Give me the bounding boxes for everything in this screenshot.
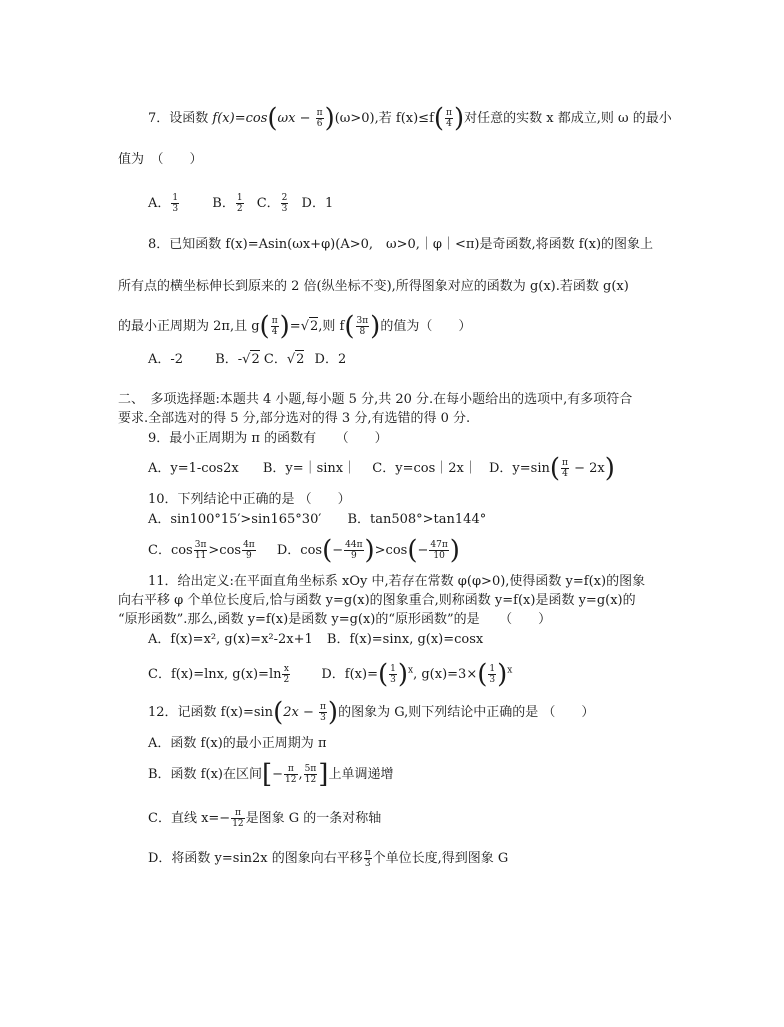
q9-option-d: D．y=sin( $\frac{\pi}{4}$ − 2x)	[489, 453, 615, 484]
q9-option-c: C．y=cos｜2x｜	[372, 461, 477, 476]
q11-options-row2	[148, 659, 513, 690]
q11-line2: 向右平移 φ 个单位长度后,恰与函数 y=g(x)的图象重合,则称函数 y=f(x)是函数 y=g(x)的	[118, 593, 636, 608]
section2-heading-line2: 要求.全部选对的得 5 分,部分选对的得 3 分,有选错的得 0 分.	[118, 411, 471, 426]
q7-condition: (ω>0),若 f(x)≤f	[334, 111, 434, 126]
q11-line3: “原形函数”.那么,函数 y=f(x)是函数 y=g(x)的“原形函数”的是 （ ）	[118, 612, 552, 627]
q11-option-c: C．f(x)=lnx, g(x)=ln $\frac{x}{2}$	[148, 664, 290, 686]
q7-option-d: D．1	[301, 196, 334, 211]
q8-sqrt2: 2	[309, 319, 319, 334]
q7-stem: 7．设函数 f(x)=cos(ωx − $\frac{\pi}{6}$ )(ω>0),若 f(x)≤f( $\frac{\pi}{4}$ )对任意的实数 x 都成立,则 ω 的最小	[148, 103, 672, 134]
q9-options	[148, 453, 615, 484]
q8-option-a: A．-2	[148, 352, 184, 367]
q7-option-c: C． $\frac{2}{3}$	[256, 193, 288, 214]
q7-option-b: B． $\frac{1}{2}$	[212, 193, 243, 214]
q10-option-c: C．cos $\frac{3\pi}{11}$ >cos $\frac{4\pi}{9}$	[148, 540, 255, 561]
q7-function: f(x)=cos	[212, 111, 268, 126]
q7-option-a: A． $\frac{1}{3}$	[148, 193, 179, 214]
q12-option-c: C．直线 x=− $\frac{\pi}{12}$ 是图象 G 的一条对称轴	[148, 808, 382, 829]
q11-option-b: B．f(x)=sinx, g(x)=cosx	[326, 632, 484, 647]
q11-option-d: D．f(x)=( $\frac{1}{3}$ )$^x$, g(x)=3×( $\frac{1}{3}$ )$^x$	[321, 659, 513, 690]
q8-options	[148, 350, 346, 369]
q12-option-d: D．将函数 y=sin2x 的图象向右平移 $\frac{\pi}{3}$ 个单位长度,得到图象 G	[148, 848, 509, 869]
q9-stem: 9．最小正周期为 π 的函数有 （ ）	[148, 431, 388, 446]
q8-option-d: D．2	[314, 352, 347, 367]
q10-option-a: A．sin100°15′>sin165°30′	[148, 512, 322, 527]
q10-option-d: D．cos(− $\frac{44\pi}{9}$ )>cos(− $\frac{47\pi}{10}$ )	[276, 535, 460, 566]
q8-line1: 8．已知函数 f(x)=Asin(ωx+φ)(A>0, ω>0,｜φ｜<π)是奇函数,将函数 f(x)的图象上	[148, 237, 654, 252]
q8-option-c: C．√2	[263, 352, 305, 367]
q9-option-b: B．y=｜sinx｜	[262, 461, 357, 476]
q10-options-row1	[148, 511, 486, 529]
q7-options	[148, 193, 333, 214]
q7-line2: 值为 （ ）	[118, 152, 203, 167]
q7-arg: ωx −	[277, 111, 315, 126]
q9-option-a: A．y=1-cos2x	[148, 461, 239, 476]
q11-line1: 11．给出定义:在平面直角坐标系 xOy 中,若存在常数 φ(φ>0),使得函数 y=f(x)的图象	[148, 574, 646, 589]
q7-tail: 对任意的实数 x 都成立,则 ω 的最小	[464, 111, 672, 126]
q8-line2: 所有点的横坐标伸长到原来的 2 倍(纵坐标不变),所得图象对应的函数为 g(x).若函数 g(x)	[118, 279, 629, 294]
q11-option-a: A．f(x)=x², g(x)=x²-2x+1	[148, 632, 313, 647]
q12-option-b: B．函数 f(x)在区间[− $\frac{\pi}{12}$ , $\frac{5\pi}{12}$ ]上单调递增	[148, 759, 394, 790]
section2-heading: 二、 多项选择题:本题共 4 小题,每小题 5 分,共 20 分.在每小题给出的选项中,有多项符合	[118, 392, 633, 407]
q12-option-a: A．函数 f(x)的最小正周期为 π	[148, 736, 327, 751]
q10-option-b: B．tan508°>tan144°	[347, 512, 487, 527]
q7-text: 7．设函数	[148, 111, 209, 126]
q7-pi-over-6: $\frac{\pi}{6}$	[316, 108, 323, 129]
q8-line3: 的最小正周期为 2π,且 g( $\frac{\pi}{4}$ )=√2,则 f( $\frac{3\pi}{8}$ )的值为（ ）	[118, 311, 472, 342]
q12-stem: 12．记函数 f(x)=sin(2x − $\frac{\pi}{3}$ )的图象为 G,则下列结论中正确的是 （ ）	[148, 697, 595, 728]
q10-stem: 10．下列结论中正确的是 （ ）	[148, 492, 351, 507]
q10-options-row2	[148, 535, 460, 566]
q7-pi-over-4: $\frac{\pi}{4}$	[446, 108, 452, 129]
q11-options-row1	[148, 631, 483, 649]
q8-option-b: B．-√2	[215, 352, 260, 367]
